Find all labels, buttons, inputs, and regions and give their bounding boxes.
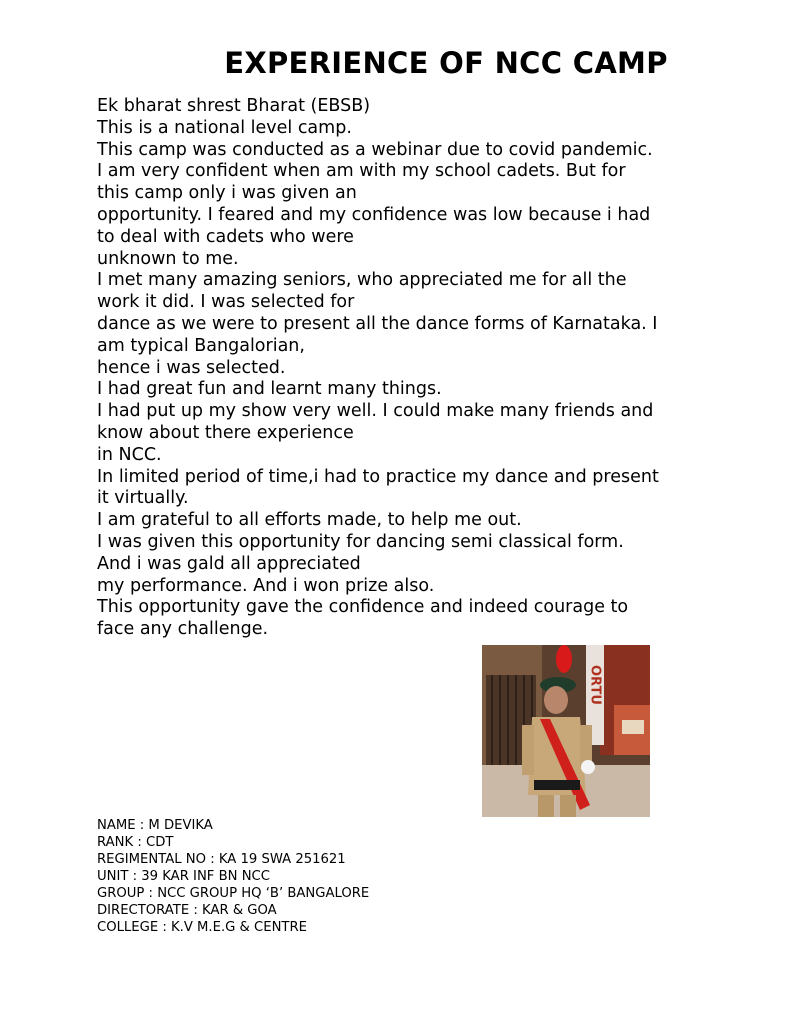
- body-line: to deal with cadets who were: [97, 226, 354, 247]
- body-line: I had put up my show very well. I could make many friends and: [97, 401, 654, 422]
- detail-unit: UNIT : 39 KAR INF BN NCC: [97, 869, 270, 884]
- body-line: my performance. And i won prize also.: [97, 575, 435, 596]
- body-line: Ek bharat shrest Bharat (EBSB): [97, 96, 371, 116]
- body-line: opportunity. I feared and my confidence was low because i had: [97, 204, 651, 225]
- body-line: dance as we were to present all the dance forms of Karnataka. I: [97, 313, 658, 334]
- body-line: In limited period of time,i had to practice my dance and present: [97, 466, 659, 487]
- essay-body: [97, 96, 717, 641]
- body-line: And i was gald all appreciated: [97, 553, 361, 574]
- body-line: I had great fun and learnt many things.: [97, 379, 442, 400]
- body-line: hence i was selected.: [97, 357, 286, 378]
- body-line: in NCC.: [97, 444, 162, 465]
- body-line: I am very confident when am with my school cadets. But for: [97, 161, 626, 182]
- body-line: This camp was conducted as a webinar due to covid pandemic.: [97, 139, 653, 160]
- body-line: face any challenge.: [97, 619, 269, 640]
- detail-regimental-no: REGIMENTAL NO : KA 19 SWA 251621: [97, 852, 346, 867]
- detail-directorate: DIRECTORATE : KAR & GOA: [97, 903, 277, 918]
- detail-name: NAME : M DEVIKA: [97, 818, 213, 833]
- detail-rank: RANK : CDT: [97, 835, 174, 850]
- body-line: I was given this opportunity for dancing semi classical form.: [97, 531, 624, 552]
- body-line: know about there experience: [97, 422, 354, 443]
- cadet-photo: [482, 645, 650, 817]
- body-line: work it did. I was selected for: [97, 292, 355, 313]
- body-line: This opportunity gave the confidence and indeed courage to: [97, 597, 629, 618]
- cadet-details: [97, 817, 369, 936]
- photo-sign-text: ORTU: [587, 665, 603, 705]
- detail-college: COLLEGE : K.V M.E.G & CENTRE: [97, 920, 307, 935]
- body-line: it virtually.: [97, 488, 189, 509]
- body-line: this camp only i was given an: [97, 183, 357, 204]
- body-line: I met many amazing seniors, who appreciated me for all the: [97, 270, 627, 291]
- body-line: am typical Bangalorian,: [97, 335, 305, 356]
- body-line: I am grateful to all efforts made, to help me out.: [97, 510, 522, 531]
- body-line: This is a national level camp.: [97, 117, 352, 138]
- detail-group: GROUP : NCC GROUP HQ ‘B’ BANGALORE: [97, 886, 370, 901]
- body-line: unknown to me.: [97, 248, 239, 269]
- page-title: EXPERIENCE OF NCC CAMP: [224, 46, 668, 80]
